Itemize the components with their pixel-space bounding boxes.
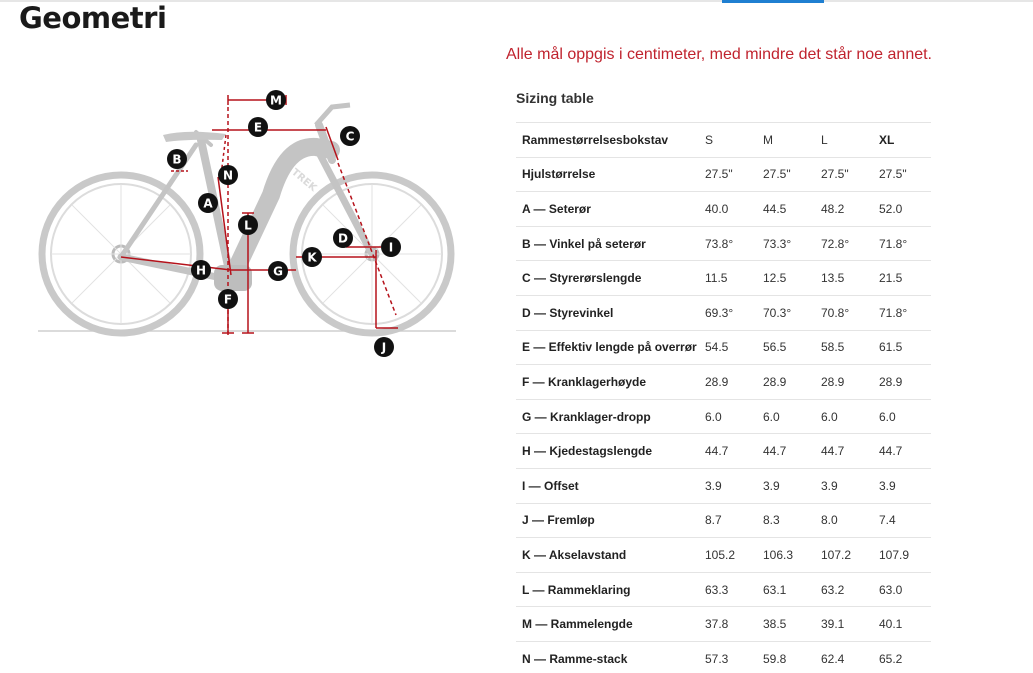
size-value: 3.9 [821, 468, 879, 503]
size-value: 28.9 [821, 365, 879, 400]
size-value: 8.3 [763, 503, 821, 538]
header-cell: S [705, 123, 763, 158]
table-row [516, 157, 931, 192]
size-value: 105.2 [705, 538, 763, 573]
row-label: D — Styrevinkel [516, 295, 705, 330]
size-value: 63.3 [705, 572, 763, 607]
marker-m [266, 90, 286, 110]
row-label: C — Styrerørslengde [516, 261, 705, 296]
marker-n [218, 165, 238, 185]
size-value: 6.0 [821, 399, 879, 434]
marker-h [191, 260, 211, 280]
marker-b [167, 149, 187, 169]
table-row [516, 192, 931, 227]
table-row [516, 226, 931, 261]
size-value: 27.5" [763, 157, 821, 192]
marker-c [340, 126, 360, 146]
size-value: 69.3° [705, 295, 763, 330]
svg-text:D: D [338, 231, 348, 246]
size-value: 3.9 [763, 468, 821, 503]
svg-text:I: I [388, 240, 394, 255]
size-value: 54.5 [705, 330, 763, 365]
svg-text:G: G [273, 264, 283, 279]
size-value: 27.5" [821, 157, 879, 192]
marker-f [218, 289, 238, 309]
size-value: 37.8 [705, 607, 763, 642]
table-row [516, 641, 931, 673]
size-value: 107.9 [879, 538, 931, 573]
size-value: 27.5" [705, 157, 763, 192]
table-body [516, 157, 931, 673]
table-row [516, 572, 931, 607]
size-value: 40.0 [705, 192, 763, 227]
row-label: A — Seterør [516, 192, 705, 227]
table-row [516, 607, 931, 642]
size-value: 65.2 [879, 641, 931, 673]
table-row [516, 399, 931, 434]
active-tab-indicator [722, 0, 824, 3]
row-label: F — Kranklagerhøyde [516, 365, 705, 400]
size-value: 44.7 [763, 434, 821, 469]
size-value: 6.0 [763, 399, 821, 434]
size-value: 58.5 [821, 330, 879, 365]
row-label: H — Kjedestagslengde [516, 434, 705, 469]
size-value: 40.1 [879, 607, 931, 642]
marker-e [248, 117, 268, 137]
size-value: 48.2 [821, 192, 879, 227]
header-cell: M [763, 123, 821, 158]
size-value: 63.1 [763, 572, 821, 607]
marker-a [198, 193, 218, 213]
size-value: 44.7 [821, 434, 879, 469]
marker-l [238, 215, 258, 235]
row-label: M — Rammelengde [516, 607, 705, 642]
svg-text:L: L [244, 218, 252, 233]
table-header-row [516, 123, 931, 158]
size-value: 11.5 [705, 261, 763, 296]
size-value: 71.8° [879, 295, 931, 330]
size-value: 28.9 [879, 365, 931, 400]
sizing-table [516, 122, 931, 673]
row-label: Hjulstørrelse [516, 157, 705, 192]
row-label: B — Vinkel på seterør [516, 226, 705, 261]
svg-text:N: N [222, 168, 234, 183]
size-value: 71.8° [879, 226, 931, 261]
size-value: 63.2 [821, 572, 879, 607]
size-value: 28.9 [705, 365, 763, 400]
row-label: K — Akselavstand [516, 538, 705, 573]
marker-k [302, 247, 322, 267]
size-value: 39.1 [821, 607, 879, 642]
size-value: 21.5 [879, 261, 931, 296]
svg-text:H: H [195, 263, 207, 278]
size-value: 8.7 [705, 503, 763, 538]
table-row [516, 468, 931, 503]
size-value: 8.0 [821, 503, 879, 538]
row-label: N — Ramme-stack [516, 641, 705, 673]
size-value: 7.4 [879, 503, 931, 538]
table-row [516, 261, 931, 296]
size-value: 72.8° [821, 226, 879, 261]
svg-text:J: J [381, 340, 387, 355]
row-label: L — Rammeklaring [516, 572, 705, 607]
handlebar [316, 105, 350, 125]
header-cell: L [821, 123, 879, 158]
size-value: 63.0 [879, 572, 931, 607]
svg-text:F: F [223, 292, 233, 307]
table-row [516, 295, 931, 330]
table-row [516, 538, 931, 573]
table-row [516, 434, 931, 469]
bike-geometry-diagram [36, 85, 460, 365]
size-value: 57.3 [705, 641, 763, 673]
size-value: 6.0 [705, 399, 763, 434]
frame-logo: TREK [289, 166, 319, 195]
size-value: 70.8° [821, 295, 879, 330]
row-label: E — Effektiv lengde på overrør [516, 330, 705, 365]
size-value: 12.5 [763, 261, 821, 296]
svg-text:E: E [253, 120, 263, 135]
row-label: I — Offset [516, 468, 705, 503]
marker-j [374, 337, 394, 357]
size-value: 44.7 [705, 434, 763, 469]
size-value: 73.8° [705, 226, 763, 261]
table-row [516, 330, 931, 365]
size-value: 6.0 [879, 399, 931, 434]
size-value: 27.5" [879, 157, 931, 192]
table-row [516, 365, 931, 400]
size-value: 52.0 [879, 192, 931, 227]
size-value: 28.9 [763, 365, 821, 400]
page-title: Geometri [19, 1, 167, 35]
size-value: 61.5 [879, 330, 931, 365]
marker-i [381, 237, 401, 257]
saddle [163, 132, 226, 142]
size-value: 70.3° [763, 295, 821, 330]
row-label: J — Fremløp [516, 503, 705, 538]
marker-g [268, 261, 288, 281]
row-label: G — Kranklager-dropp [516, 399, 705, 434]
size-value: 62.4 [821, 641, 879, 673]
header-cell: Rammestørrelsesbokstav [516, 123, 705, 158]
size-value: 106.3 [763, 538, 821, 573]
size-value: 44.5 [763, 192, 821, 227]
svg-text:B: B [172, 152, 182, 167]
size-value: 56.5 [763, 330, 821, 365]
size-value: 13.5 [821, 261, 879, 296]
marker-d [333, 228, 353, 248]
svg-text:K: K [307, 250, 317, 265]
size-value: 3.9 [705, 468, 763, 503]
svg-text:M: M [270, 93, 282, 108]
size-value: 44.7 [879, 434, 931, 469]
size-value: 73.3° [763, 226, 821, 261]
size-value: 107.2 [821, 538, 879, 573]
units-notice: Alle mål oppgis i centimeter, med mindre det står noe annet. [506, 46, 932, 63]
svg-text:C: C [345, 129, 355, 144]
header-cell: XL [879, 123, 931, 158]
svg-text:A: A [203, 196, 213, 211]
size-value: 38.5 [763, 607, 821, 642]
size-value: 3.9 [879, 468, 931, 503]
table-row [516, 503, 931, 538]
size-value: 59.8 [763, 641, 821, 673]
table-title: Sizing table [516, 90, 594, 106]
